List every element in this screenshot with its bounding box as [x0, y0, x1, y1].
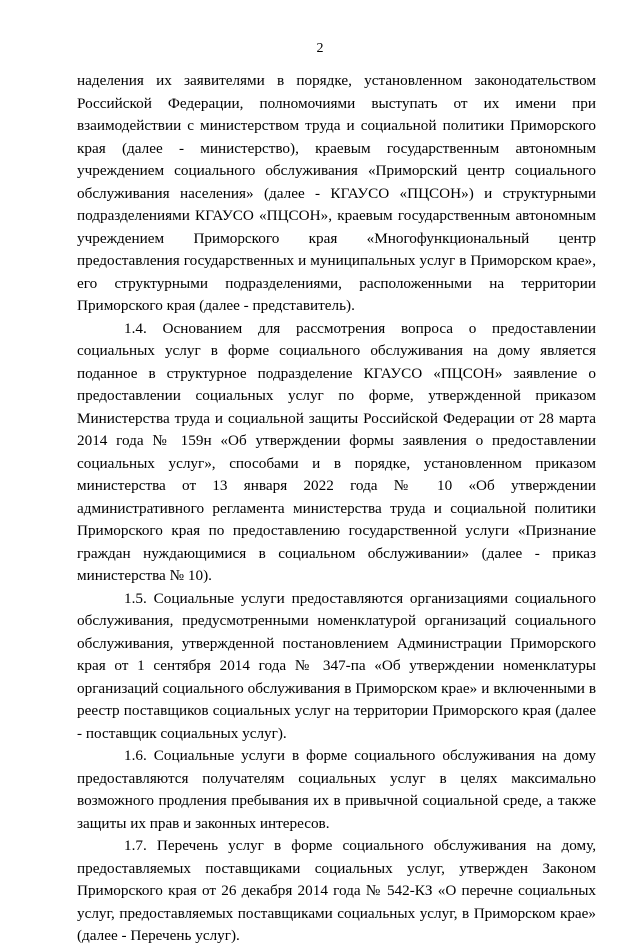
- page-number: 2: [316, 41, 324, 56]
- paragraph-1-6: 1.6. Социальные услуги в форме социального обслуживания на дому предоставляются получателям социальных услуг в целях максимально возможного продления пребывания их в привычной социальной среде, а также защиты их прав и законных интересов.: [77, 747, 596, 832]
- paragraph-1-4: 1.4. Основанием для рассмотрения вопроса о предоставлении социальных услуг в форме социального обслуживания на дому является поданное в структурное подразделение КГАУСО «ПЦСОН» заявление о предоставлении социальных услуг по форме, утвержденной приказом Министерства труда и социальной защиты Российской Федерации от 28 марта 2014 года № 159н «Об утверждении формы заявления о предоставлении социальных услуг», способами и в порядке, установленном приказом министерства от 13 января 2022 года № 10 «Об утверждении административного регламента министерства труда и социальной политики Приморского края по предоставлению государственной услуги «Признание граждан нуждающимися в социальном обслуживании» (далее - приказ министерства № 10).: [77, 319, 596, 584]
- document-body: [77, 70, 596, 948]
- paragraph-1-7: 1.7. Перечень услуг в форме социального обслуживания на дому, предоставляемых поставщиками социальных услуг, утвержден Законом Приморского края от 26 декабря 2014 года № 542-КЗ «О перечне социальных услуг, предоставляемых поставщиками социальных услуг, в Приморском крае» (далее - Перечень услуг).: [77, 837, 596, 944]
- paragraph-1-5: 1.5. Социальные услуги предоставляются организациями социального обслуживания, предусмотренными номенклатурой организаций социального обслуживания, утвержденной постановлением Администрации Приморского края от 1 сентября 2014 года № 347-па «Об утверждении номенклатуры организаций социального обслуживания в Приморском крае» и включенными в реестр поставщиков социальных услуг на территории Приморского края (далее - поставщик социальных услуг).: [77, 589, 596, 742]
- paragraph-continuation: наделения их заявителями в порядке, установленном законодательством Российской Федерации, полномочиями выступать от их имени при взаимодействии с министерством труда и социальной политики Приморского края (далее - министерство), краевым государственным автономным учреждением социального обслуживания «Приморский центр социального обслуживания населения» (далее - КГАУСО «ПЦСОН») и структурными подразделениями КГАУСО «ПЦСОН», краевым государственным автономным учреждением Приморского края «Многофункциональный центр предоставления государственных и муниципальных услуг в Приморском крае», его структурными подразделениями, расположенными на территории Приморского края (далее - представитель).: [77, 72, 596, 314]
